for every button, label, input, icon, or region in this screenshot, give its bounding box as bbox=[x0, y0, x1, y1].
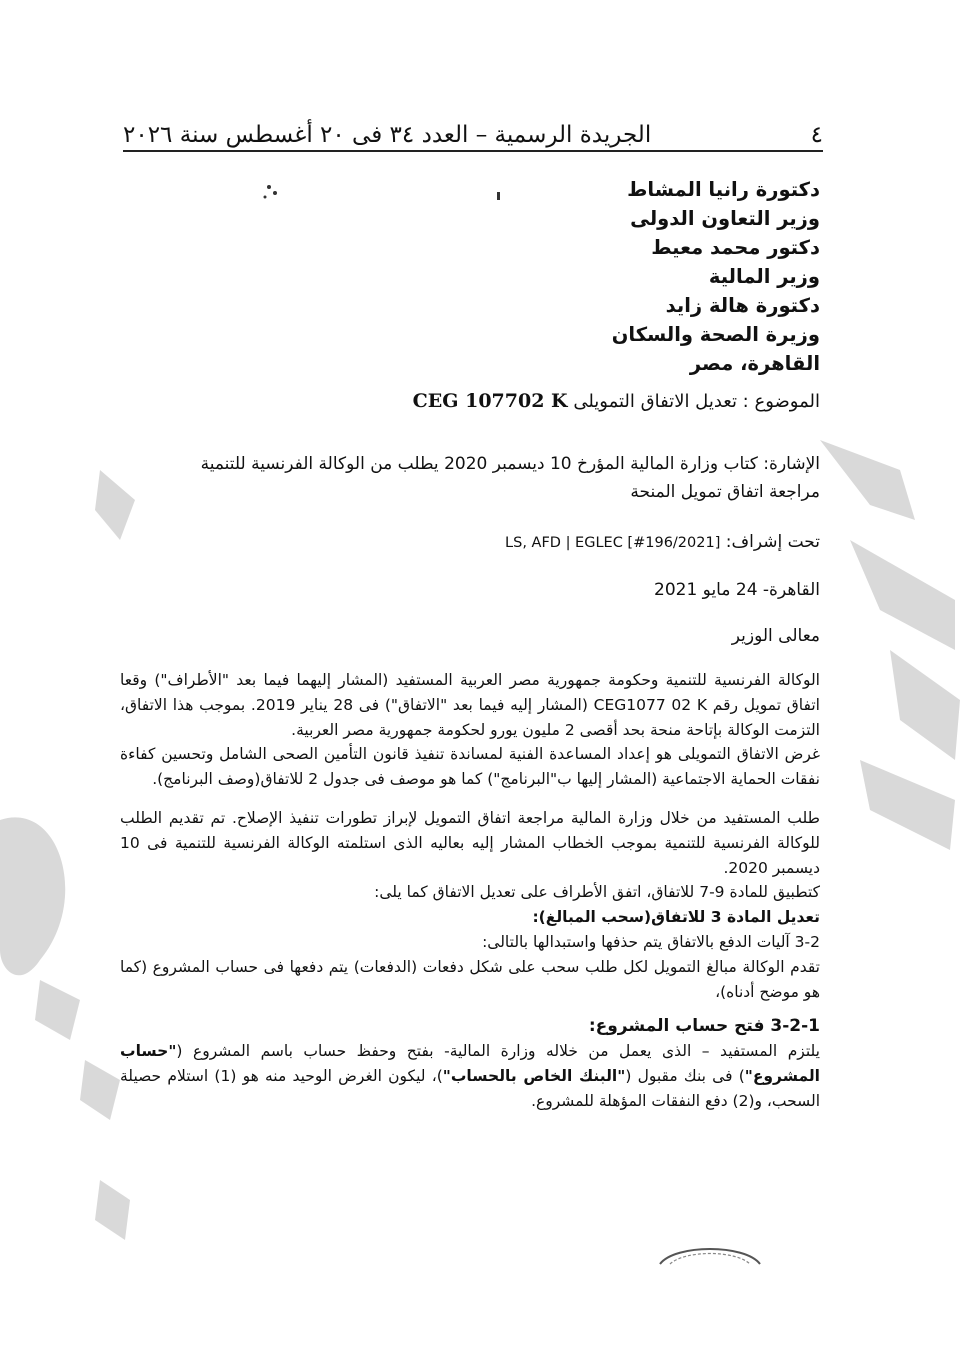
seal-icon bbox=[655, 1236, 765, 1266]
body-text-run: ) فى بنك مقبول ( bbox=[625, 1066, 745, 1085]
body-paragraph: طلب المستفيد من خلال وزارة المالية مراجعة اتفاق التمويل لإبراز تطورات تنفيذ الإصلاح. تم تقديم الطلب للوكالة الفرنسية للتنمية بموجب الخطاب المشار إليه بعاليه الذى استلمته الوكالة الفرنسية للتنمية فى 10 ديسمبر 2020. bbox=[120, 808, 820, 877]
reference-note-line: مراجعة اتفاق تمويل المنحة bbox=[630, 482, 820, 502]
section-heading: 3-2-1 فتح حساب المشروع: bbox=[588, 1016, 820, 1037]
project-account-term: "حساب المشروع" bbox=[120, 1042, 820, 1085]
addressee-line: وزير التعاون الدولى bbox=[630, 207, 820, 230]
body-paragraph: غرض الاتفاق التمويلى هو إعداد المساعدة الفنية لمساندة تنفيذ قانون التأمين الصحى الشامل وتحسين كفاءة نفقات الحماية الاجتماعية (المشار إليها ب"البرنامج") كما هو موصف فى جدول 2 للاتفاق(وصف البرنامج). bbox=[120, 745, 820, 789]
account-bank-term: "البنك الخاص بالحساب" bbox=[442, 1066, 626, 1085]
scan-mark-icon bbox=[494, 190, 504, 204]
addressee-line: وزير المالية bbox=[708, 265, 820, 288]
body-paragraph: 3-2 آليات الدفع بالاتفاق يتم حذفها واستبدالها بالتالى: bbox=[482, 932, 820, 951]
subject-line bbox=[413, 390, 820, 412]
body-text-run: يلتزم المستفيد – الذى يعمل من خلاله وزارة المالية- بفتح وحفظ حساب باسم المشروع ( bbox=[176, 1042, 820, 1061]
body-paragraph: كتطبيق للمادة 9-7 للاتفاق، اتفق الأطراف على تعديل الاتفاق كما يلى: bbox=[374, 883, 820, 902]
gazette-header bbox=[123, 108, 823, 148]
body-text-run: )، ليكون الغرض الوحيد منه هو (1) استلام حصيلة السحب، و(2) دفع النفقات المؤهلة للمشروع. bbox=[120, 1066, 820, 1110]
supervision-label: تحت إشراف: bbox=[725, 532, 820, 552]
subject-label: الموضوع : تعديل الاتفاق التمويلى bbox=[573, 391, 820, 412]
section-heading: تعديل المادة 3 للاتفاق(سحب المبالغ): bbox=[532, 908, 820, 927]
scan-mark-icon bbox=[255, 183, 285, 207]
page-number: ٤ bbox=[810, 122, 823, 148]
addressee-line: دكتورة هالة زايد bbox=[665, 294, 820, 317]
addressee-line: دكتور محمد معيط bbox=[651, 236, 820, 259]
addressee-line: القاهرة، مصر bbox=[689, 352, 820, 375]
salutation: معالى الوزير bbox=[731, 626, 820, 646]
reference-note bbox=[130, 450, 820, 506]
addressee-block bbox=[612, 175, 820, 378]
supervision-code: LS, AFD | EGLEC [#196/2021] bbox=[505, 535, 721, 551]
subject-reference: CEG 107702 K bbox=[412, 390, 568, 412]
paragraph-gap bbox=[120, 792, 820, 806]
letter-date: القاهرة- 24 مايو 2021 bbox=[654, 580, 820, 600]
reference-note-line: الإشارة: كتاب وزارة المالية المؤرخ 10 ديسمبر 2020 يطلب من الوكالة الفرنسية للتنمية bbox=[200, 454, 820, 474]
addressee-line: دكتورة رانيا المشاط bbox=[627, 178, 820, 201]
gazette-title: الجريدة الرسمية – العدد ٣٤ فى ٢٠ أغسطس سنة ٢٠٢٦ bbox=[123, 122, 652, 148]
addressee-line: وزيرة الصحة والسكان bbox=[611, 323, 820, 346]
body-paragraph: تقدم الوكالة مبالغ التمويل لكل طلب سحب على شكل دفعات (الدفعات) يتم دفعها فى حساب المشروع (كما هو موضح أدناه)، bbox=[120, 957, 820, 1001]
letter-body bbox=[120, 668, 820, 1114]
header-divider bbox=[123, 150, 823, 152]
body-paragraph bbox=[120, 1039, 820, 1113]
body-paragraph: الوكالة الفرنسية للتنمية وحكومة جمهورية مصر العربية المستفيد (المشار إليهما فيما بعد "الأطراف") وقعا اتفاق تمويل رقم CEG1077 02 K (المشار إليه فيما بعد "الاتفاق") فى 28 يناير 2019. بموجب هذا الاتفاق، التزمت الوكالة بإتاحة منحة بحد أقصى 2 مليون يورو لحكومة جمهورية مصر العربية. bbox=[120, 671, 820, 739]
supervision-line bbox=[505, 532, 820, 552]
